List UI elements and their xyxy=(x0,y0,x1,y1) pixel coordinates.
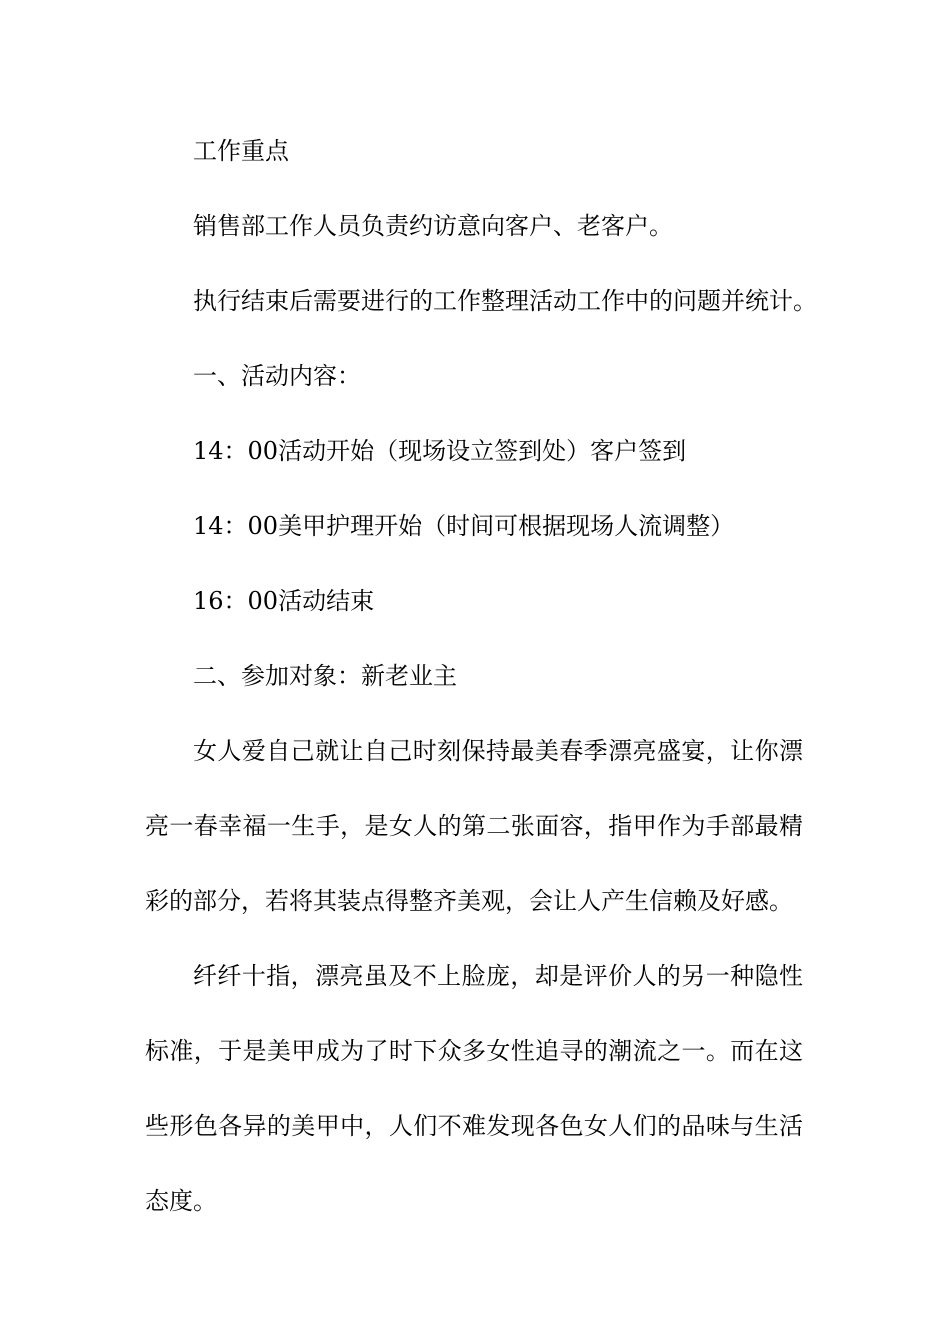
schedule-item: 14：00美甲护理开始（时间可根据现场人流调整） xyxy=(193,512,735,540)
section-title-content: 一、活动内容： xyxy=(193,362,361,390)
schedule-item: 16：00活动结束 xyxy=(193,587,375,615)
paragraph-line: 女人爱自己就让自己时刻保持最美春季漂亮盛宴，让你漂 xyxy=(193,737,803,765)
paragraph-line: 亮一春幸福一生手，是女人的第二张面容，指甲作为手部最精 xyxy=(145,812,803,840)
section-heading: 工作重点 xyxy=(193,137,289,165)
paragraph-line: 纤纤十指，漂亮虽及不上脸庞，却是评价人的另一种隐性 xyxy=(193,962,803,990)
paragraph-line: 态度。 xyxy=(145,1187,217,1215)
paragraph-line: 些形色各异的美甲中，人们不难发现各色女人们的品味与生活 xyxy=(145,1112,803,1140)
text-line: 销售部工作人员负责约访意向客户、老客户。 xyxy=(193,212,673,240)
section-title-participants: 二、参加对象：新老业主 xyxy=(193,662,457,690)
paragraph-line: 标准，于是美甲成为了时下众多女性追寻的潮流之一。而在这 xyxy=(145,1037,803,1065)
schedule-item: 14：00活动开始（现场设立签到处）客户签到 xyxy=(193,437,687,465)
paragraph-line: 彩的部分，若将其装点得整齐美观，会让人产生信赖及好感。 xyxy=(145,887,793,915)
text-line: 执行结束后需要进行的工作整理活动工作中的问题并统计。 xyxy=(193,287,817,315)
